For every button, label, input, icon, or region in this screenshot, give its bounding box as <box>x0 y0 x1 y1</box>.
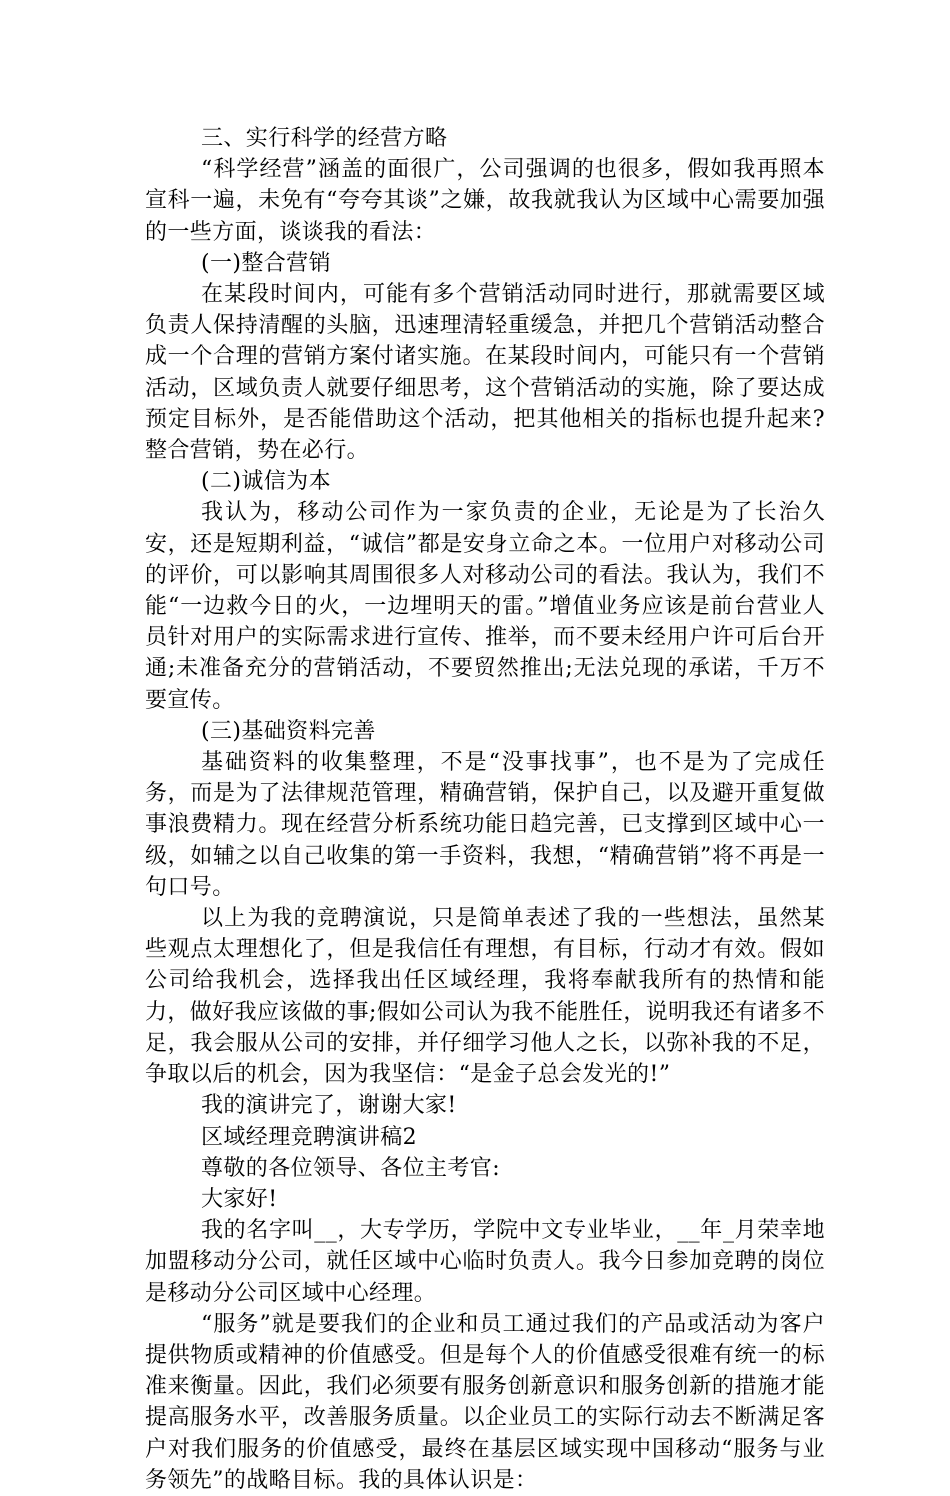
salutation: 尊敬的各位领导、各位主考官: <box>201 1155 501 1181</box>
paragraph: 基础资料的收集整理，不是“没事找事”，也不是为了完成任务，而是为了法律规范管理，精确营销，保护自己，以及避开重复做事浪费精力。现在经营分析系统功能日趋完善，已支撑到区域中心一级，如辅之以自己收集的第一手资料，我想，“精确营销”将不再是一句口号。 <box>145 750 825 900</box>
greeting: 大家好! <box>201 1186 278 1212</box>
closing-line: 我的演讲完了，谢谢大家! <box>201 1093 457 1119</box>
document-body <box>145 123 825 1496</box>
paragraph: “服务”就是要我们的企业和员工通过我们的产品或活动为客户提供物质或精神的价值感受。但是每个人的价值感受很难有统一的标准来衡量。因此，我们必须要有服务创新意识和服务创新的措施才能提高服务水平，改善服务质量。以企业员工的实际行动去不断满足客户对我们服务的价值感受，最终在基层区域实现中国移动“服务与业务领先”的战略目标。我的具体认识是： <box>145 1311 825 1493</box>
paragraph: 我认为，移动公司作为一家负责的企业，无论是为了长治久安，还是短期利益，“诚信”都是安身立命之本。一位用户对移动公司的评价，可以影响其周围很多人对移动公司的看法。我认为，我们不能“一边救今日的火，一边埋明天的雷。”增值业务应该是前台营业人员针对用户的实际需求进行宣传、推举，而不要未经用户许可后台开通;未准备充分的营销活动，不要贸然推出;无法兑现的承诺，千万不要宣传。 <box>145 500 825 713</box>
subsection-heading: (一)整合营销 <box>201 250 331 276</box>
speech-title: 区域经理竞聘演讲稿2 <box>201 1124 417 1150</box>
paragraph: “科学经营”涵盖的面很广，公司强调的也很多，假如我再照本宣科一遍，未免有“夸夸其谈”之嫌，故我就我认为区域中心需要加强的一些方面，谈谈我的看法： <box>145 157 825 245</box>
paragraph: 以上为我的竞聘演说，只是简单表述了我的一些想法，虽然某些观点太理想化了，但是我信任有理想，有目标，行动才有效。假如公司给我机会，选择我出任区域经理，我将奉献我所有的热情和能力，做好我应该做的事;假如公司认为我不能胜任，说明我还有诸多不足，我会服从公司的安排，并仔细学习他人之长，以弥补我的不足，争取以后的机会，因为我坚信：“是金子总会发光的!” <box>145 906 825 1088</box>
section-heading: 三、实行科学的经营方略 <box>201 126 448 151</box>
subsection-heading: (二)诚信为本 <box>201 469 331 495</box>
subsection-heading: (三)基础资料完善 <box>201 718 376 744</box>
paragraph: 我的名字叫__，大专学历，学院中文专业毕业，__年_月荣幸地加盟移动分公司，就任区域中心临时负责人。我今日参加竞聘的岗位是移动分公司区域中心经理。 <box>145 1218 825 1306</box>
paragraph: 在某段时间内，可能有多个营销活动同时进行，那就需要区域负责人保持清醒的头脑，迅速理清轻重缓急，并把几个营销活动整合成一个合理的营销方案付诸实施。在某段时间内，可能只有一个营销活动，区域负责人就要仔细思考，这个营销活动的实施，除了要达成预定目标外，是否能借助这个活动，把其他相关的指标也提升起来?整合营销，势在必行。 <box>145 282 825 464</box>
